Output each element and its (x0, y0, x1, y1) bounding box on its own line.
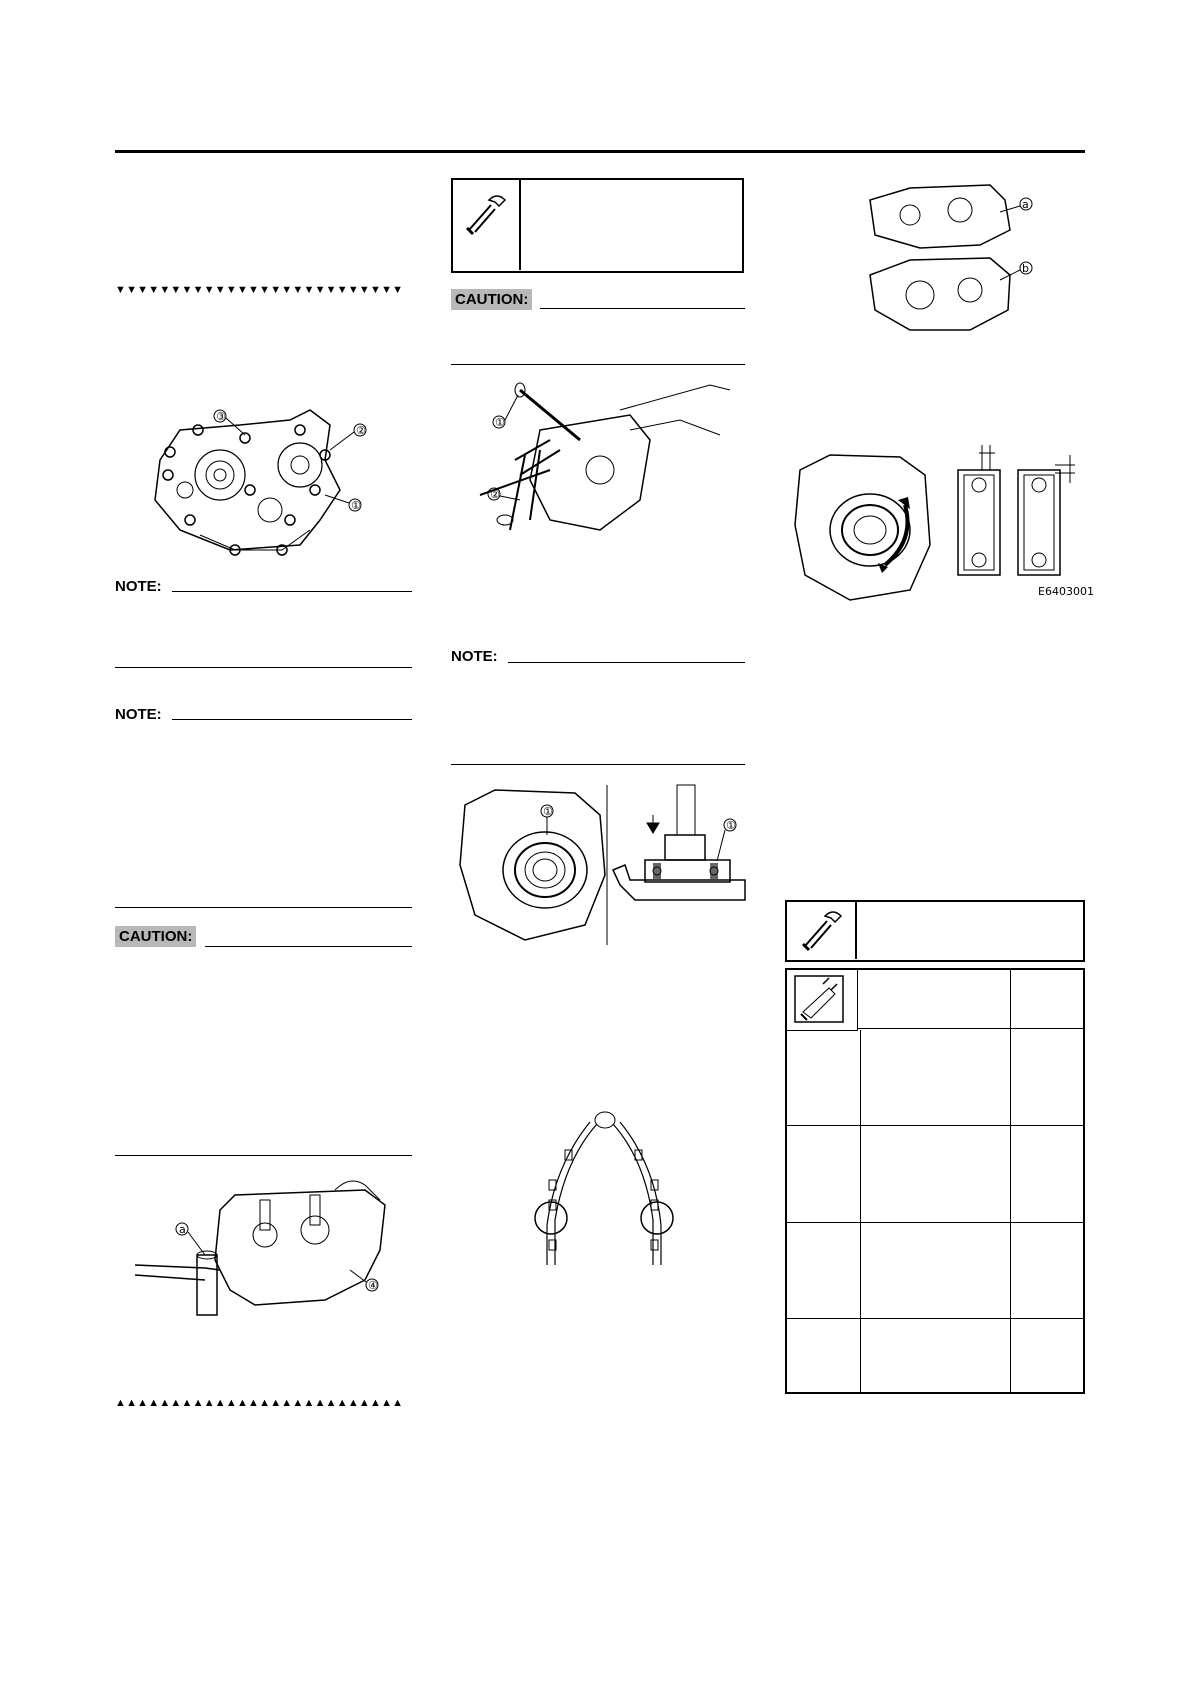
callout-1: ① (351, 499, 361, 512)
callout-2: ② (490, 488, 500, 501)
note-label: NOTE: (115, 578, 162, 595)
callout-b: b (1022, 262, 1029, 275)
timing-chain-figure (535, 1110, 695, 1270)
special-tool-box (785, 900, 1085, 962)
wrench-icon (461, 190, 511, 240)
table-row-divider (787, 1222, 1083, 1223)
crankcase-separation-figure (135, 1180, 395, 1340)
caution-label: CAUTION: (115, 926, 196, 947)
caution-header-line (205, 946, 412, 947)
figure-code: E6403001 (1038, 585, 1094, 598)
note-end-line (115, 907, 412, 908)
table-col-divider (1010, 970, 1011, 1392)
crankshaft-puller-figure (480, 380, 740, 550)
page-header-rule (115, 150, 1085, 153)
note-label: NOTE: (451, 648, 498, 665)
crankcase-bolts-figure (140, 400, 380, 560)
callout-a: a (179, 1223, 186, 1236)
note-header-line (172, 591, 412, 592)
caution-end-line (115, 1155, 412, 1156)
callout-1: ① (726, 819, 736, 832)
caliper-icon-cell (787, 970, 858, 1031)
callout-a: a (1022, 198, 1029, 211)
callout-2: ② (356, 424, 366, 437)
caution-label: CAUTION: (451, 289, 532, 310)
callout-4: ④ (368, 1279, 378, 1292)
callout-1: ① (495, 416, 505, 429)
wrench-icon (797, 906, 847, 956)
procedure-end-marks: ▲▲▲▲▲▲▲▲▲▲▲▲▲▲▲▲▲▲▲▲▲▲▲▲▲▲ (115, 1397, 404, 1409)
bearing-install-figure (455, 785, 755, 945)
note-end-line (451, 764, 745, 765)
crankcase-halves-figure (860, 180, 1070, 340)
note-header-line (172, 719, 412, 720)
table-col-divider (860, 1030, 861, 1392)
callout-3: ③ (216, 410, 226, 423)
tool-icon-cell (453, 180, 521, 270)
bearing-play-check-figure (790, 445, 1094, 605)
table-row-divider (787, 1125, 1083, 1126)
table-row-divider (787, 1318, 1083, 1319)
tool-icon-cell (787, 902, 857, 959)
note-header-line (508, 662, 745, 663)
caliper-icon (793, 974, 847, 1024)
note-label: NOTE: (115, 706, 162, 723)
procedure-start-marks: ▼▼▼▼▼▼▼▼▼▼▼▼▼▼▼▼▼▼▼▼▼▼▼▼▼▼ (115, 284, 404, 296)
caution-header-line (540, 308, 745, 309)
note-end-line (115, 667, 412, 668)
callout-1: ① (543, 805, 553, 818)
spec-table (785, 968, 1085, 1394)
special-tool-box (451, 178, 744, 273)
table-row-divider (857, 1028, 1083, 1029)
caution-end-line (451, 364, 745, 365)
